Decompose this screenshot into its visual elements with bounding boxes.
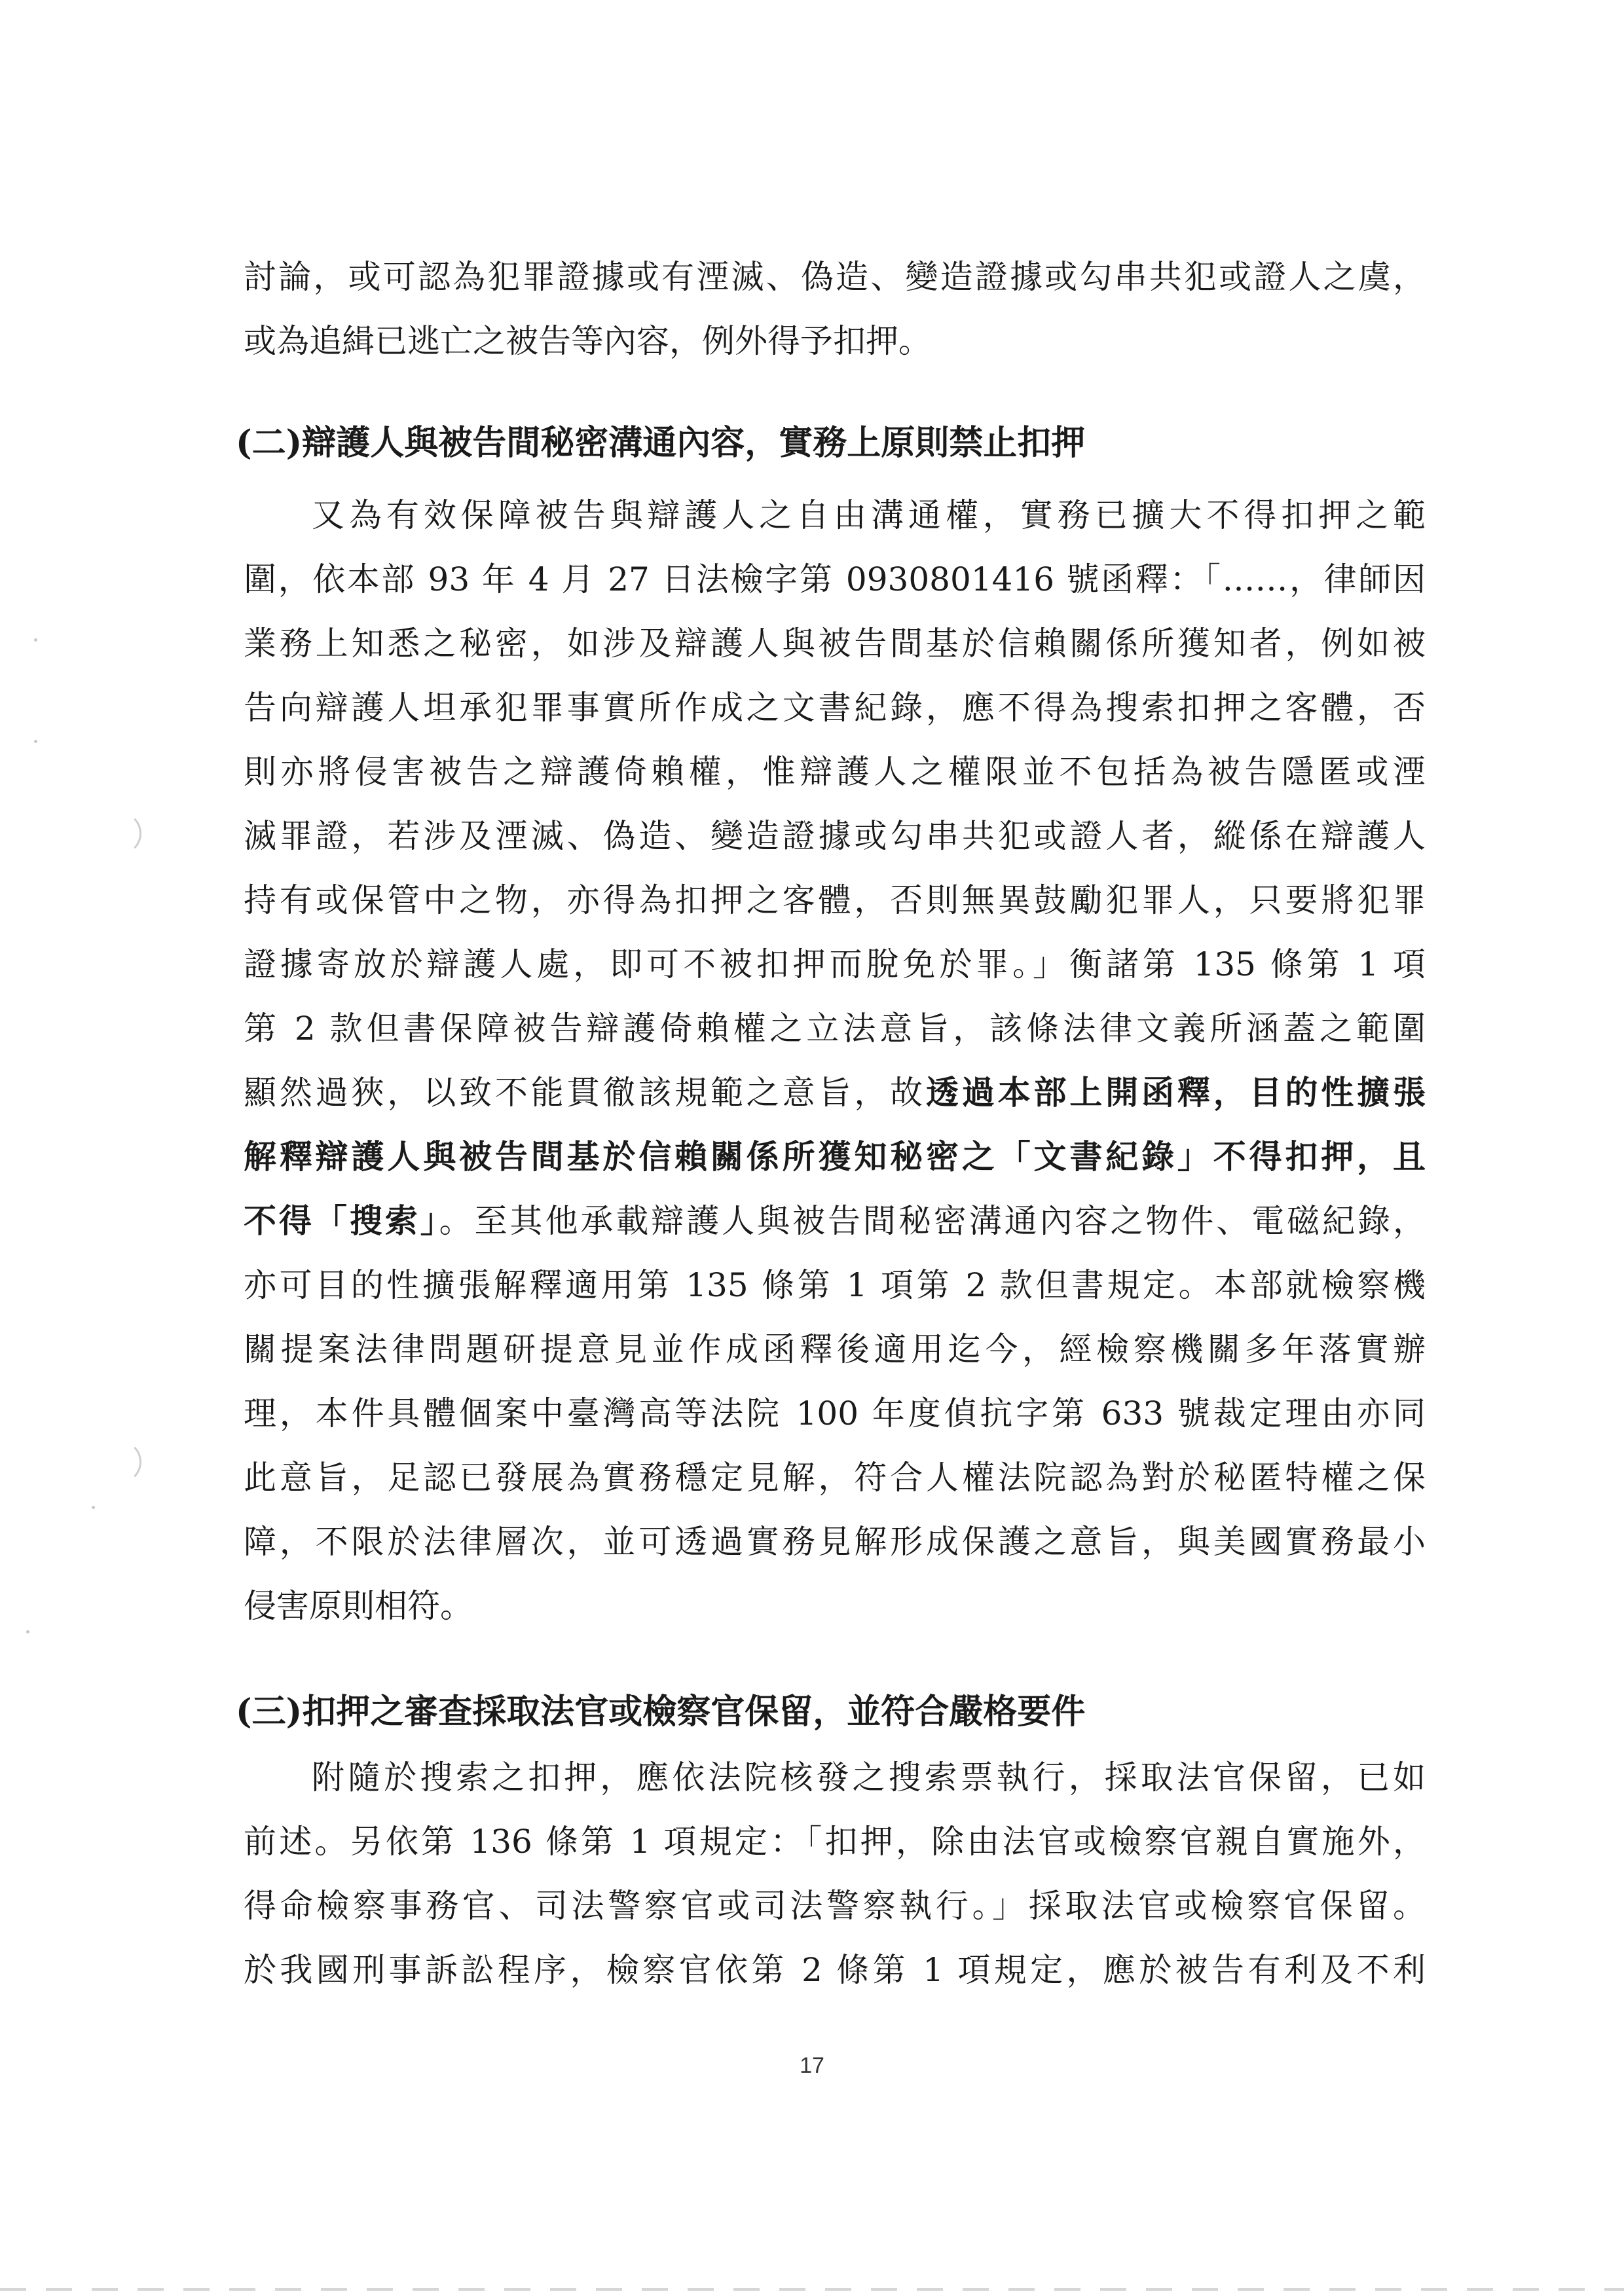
section-heading: (二)辯護人與被告間秘密溝通內容，實務上原則禁止扣押	[236, 423, 1086, 463]
text-line: 障，不限於法律層次，並可透過實務見解形成保護之意旨，與美國實務最小	[244, 1523, 1426, 1561]
bold-text-span: 透過本部上開函釋，目的性擴張	[926, 1073, 1426, 1112]
text-line: 於我國刑事訴訟程序，檢察官依第 2 條第 1 項規定，應於被告有利及不利	[244, 1951, 1426, 1989]
text-line: 證據寄放於辯護人處，即可不被扣押而脫免於罪。」衡諸第 135 條第 1 項	[244, 945, 1426, 983]
scan-artifact	[34, 740, 37, 743]
intro-paragraph	[244, 245, 1426, 373]
scan-artifact	[26, 1630, 29, 1633]
text-line: 業務上知悉之秘密，如涉及辯護人與被告間基於信賴關係所獲知者，例如被	[244, 625, 1426, 663]
text-line: 亦可目的性擴張解釋適用第 135 條第 1 項第 2 款但書規定。本部就檢察機	[244, 1266, 1426, 1304]
scan-artifact	[98, 1440, 141, 1484]
text-line: 解釋辯護人與被告間基於信賴關係所獲知秘密之「文書紀錄」不得扣押，且	[244, 1137, 1426, 1176]
text-line: 得命檢察事務官、司法警察官或司法警察執行。」採取法官或檢察官保留。	[244, 1887, 1426, 1925]
text-line: 或為追緝已逃亡之被告等內容，例外得予扣押。	[244, 322, 931, 360]
text-line: 前述。另依第 136 條第 1 項規定：「扣押，除由法官或檢察官親自實施外，	[244, 1823, 1426, 1861]
text-line: 持有或保管中之物，亦得為扣押之客體，否則無異鼓勵犯罪人，只要將犯罪	[244, 881, 1426, 919]
text-line	[244, 1189, 1426, 1253]
text-line: 此意旨，足認已發展為實務穩定見解，符合人權法院認為對於秘匿特權之保	[244, 1459, 1426, 1497]
section-heading: (三)扣押之審查採取法官或檢察官保留，並符合嚴格要件	[236, 1692, 1086, 1732]
text-line: 關提案法律問題研提意見並作成函釋後適用迄今，經檢察機關多年落實辦	[244, 1330, 1426, 1368]
page-number: 17	[800, 2053, 824, 2078]
text-line: 圍，依本部 93 年 4 月 27 日法檢字第 0930801416 號函釋：「……，律師因	[244, 560, 1426, 598]
text-span: 。至其他承載辯護人與被告間秘密溝通內容之物件、電磁紀錄，	[439, 1202, 1426, 1240]
text-line	[244, 1061, 1426, 1125]
text-line: 討論，或可認為犯罪證據或有湮滅、偽造、變造證據或勾串共犯或證人之虞，	[244, 258, 1426, 296]
text-line: 第 2 款但書保障被告辯護倚賴權之立法意旨，該條法律文義所涵蓋之範圍	[244, 1010, 1426, 1048]
text-line: 則亦將侵害被告之辯護倚賴權，惟辯護人之權限並不包括為被告隱匿或湮	[244, 753, 1426, 791]
text-line: 又為有效保障被告與辯護人之自由溝通權，實務已擴大不得扣押之範	[312, 496, 1426, 534]
scan-artifact	[34, 638, 37, 642]
text-line: 侵害原則相符。	[244, 1587, 473, 1625]
scan-artifact	[98, 812, 141, 855]
section-3-paragraph	[244, 1745, 1426, 2002]
scan-edge	[0, 2288, 1624, 2291]
text-line: 告向辯護人坦承犯罪事實所作成之文書紀錄，應不得為搜索扣押之客體，否	[244, 689, 1426, 727]
text-line: 附隨於搜索之扣押，應依法院核發之搜索票執行，採取法官保留，已如	[312, 1758, 1426, 1796]
section-2-paragraph	[244, 483, 1426, 1638]
scan-artifact	[92, 1506, 95, 1509]
bold-text-span: 不得「搜索」	[244, 1201, 439, 1240]
text-span: 顯然過狹，以致不能貫徹該規範之意旨，故	[244, 1074, 927, 1112]
text-line: 滅罪證，若涉及湮滅、偽造、變造證據或勾串共犯或證人者，縱係在辯護人	[244, 817, 1426, 855]
text-line: 理，本件具體個案中臺灣高等法院 100 年度偵抗字第 633 號裁定理由亦同	[244, 1394, 1426, 1432]
